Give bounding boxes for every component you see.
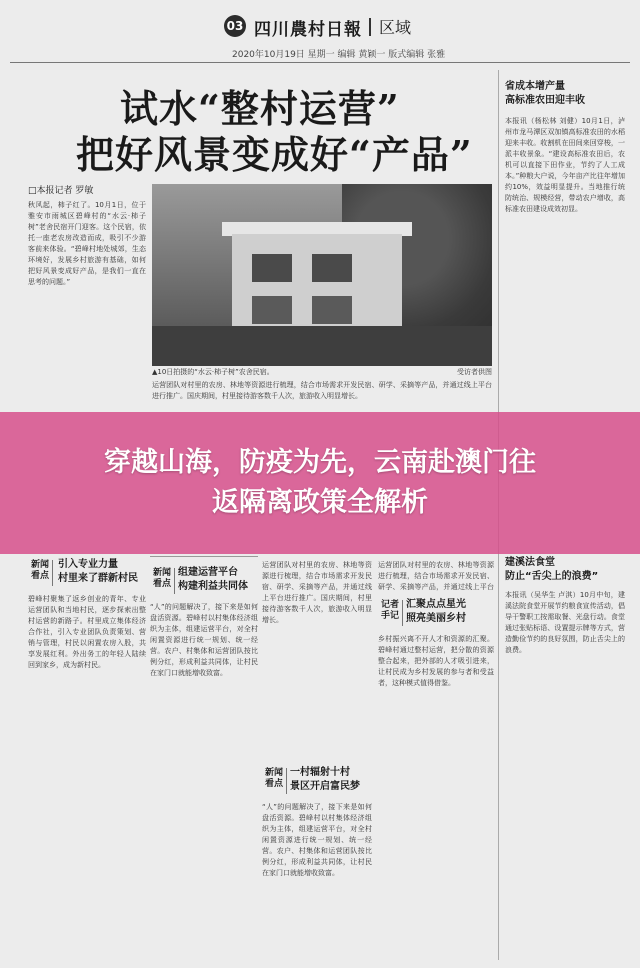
mid2-column-text: “人”的问题解决了，接下来是如何盘活资源。碧峰村以村集体经济组织为主体，组建运营平台，对全村闲置资源进行统一规划、统一经营。农户、村集体和运营团队按比例分红，形成利益共同体，让村民在家门口就能增收致富。 — [262, 803, 372, 877]
right-column-text: 乡村振兴离不开人才和资源的汇聚。碧峰村通过整村运营，把分散的资源整合起来，把外部的人才吸引进来，让村民成为乡村发展的参与者和受益者，这种模式值得借鉴。 — [378, 635, 494, 687]
photo-caption: ▲10日拍摄的“水云·柿子树”农舍民宿。 — [152, 368, 274, 376]
left-column-text: 碧峰村聚集了返乡创业的青年、专业运营团队和当地村民，逐步探索出整村运营的新路子。村里成立集体经济合作社，引入专业团队负责策划、营销与管理，村民以闲置农房入股，共享发展红利。外出务工的年轻人陆续回到家乡，成为新村民。 — [28, 595, 146, 669]
overlay-line-2: 返隔离政策全解析 — [212, 487, 428, 518]
mid2-tag: 新闻看点 — [262, 768, 287, 794]
photo-ground — [152, 326, 492, 366]
headline-overlay-banner — [0, 412, 640, 554]
sidebar-text: 本报讯（杨松林 刘健）10月1日，泸州市龙马潭区双加镇高标准农田的水稻迎来丰收。收割机在田间来回穿梭，一派丰收景象。“建设高标准农田后，农机可以直接下田作业，节约了人工成本。”种粮大户说，今年亩产比往年增加约10%，效益明显提升。当地推行统防统治、规模经营，带动农户增收，高标准农田建设成效初显。 — [505, 117, 625, 213]
masthead-divider — [369, 18, 371, 36]
sidebar2-text: 本报讯（吴华生 卢淇）10月中旬，建溪法院食堂开展节约粮食宣传活动，倡导干警职工按需取餐、光盘行动。食堂通过张贴标语、设置提示牌等方式，营造勤俭节约的良好氛围，防止舌尖上的浪费。 — [505, 591, 625, 654]
mid2-title-2: 景区开启富民梦 — [290, 781, 360, 792]
sidebar-title-2: 高标准农田迎丰收 — [505, 95, 585, 106]
headline-line-1: 试水“整村运营” — [120, 86, 400, 131]
mid-title-2: 构建利益共同体 — [178, 581, 248, 592]
photo-house — [232, 234, 402, 334]
mid-tag: 新闻看点 — [150, 568, 175, 594]
left-title-2: 村里来了群新村民 — [58, 573, 138, 584]
sidebar2-title-1: 建溪法食堂 — [505, 557, 555, 568]
photo-credit: 受访者供图 — [457, 368, 492, 376]
sidebar2-title-2: 防止“舌尖上的浪费” — [505, 571, 599, 582]
lead-column: 秋风起，柿子红了。10月1日，位于雅安市雨城区碧峰村的“水云·柿子树”老舍民宿开门迎客。这个民宿，依托一座老农房改造而成，吸引不少游客前来体验。“碧峰村地处城郊，生态环境好，发展乡村旅游有基础，如何把好风景变成好产品，是我们一直在思考的问题。” — [28, 201, 146, 286]
mid2-title-1: 一村辐射十村 — [290, 767, 350, 778]
center-column-text: 运营团队对村里的农房、林地等资源进行梳理，结合市场需求开发民宿、研学、采摘等产品，并通过线上平台进行推广。国庆期间，村里接待游客数千人次，旅游收入明显增长。 — [262, 561, 372, 624]
headline-line-2: 把好风景变成好“产品” — [76, 132, 473, 177]
mid-column-text: “人”的问题解决了，接下来是如何盘活资源。碧峰村以村集体经济组织为主体，组建运营平台，对全村闲置资源进行统一规划、统一经营。农户、村集体和运营团队按比例分红，形成利益共同体，让村民在家门口就能增收致富。 — [150, 603, 258, 677]
mid-rule — [150, 556, 258, 557]
right-title-2: 照亮美丽乡村 — [406, 613, 466, 624]
photo-caption-row — [152, 367, 492, 377]
section-name: 区域 — [379, 18, 412, 37]
article-photo — [152, 184, 492, 366]
masthead — [224, 12, 624, 40]
left-tag: 新闻看点 — [28, 560, 53, 586]
article-body-top: 运营团队对村里的农房、林地等资源进行梳理，结合市场需求开发民宿、研学、采摘等产品，并通过线上平台进行推广。国庆期间，村里接待游客数千人次，旅游收入明显增长。 — [152, 381, 492, 400]
page-number-badge: 03 — [224, 15, 246, 37]
mid-title-1: 组建运营平台 — [178, 567, 238, 578]
sidebar-title-1: 省成本增产量 — [505, 81, 565, 92]
overlay-line-1: 穿越山海，防疫为先，云南赴澳门往 — [104, 447, 536, 478]
masthead-rule — [10, 62, 630, 63]
right-tag: 记者手记 — [378, 600, 403, 626]
right-title-1: 汇聚点点星光 — [406, 599, 466, 610]
paper-name: 四川農村日報 — [254, 20, 362, 40]
issue-line: 2020年10月19日 星期一 编辑 黄颖一 版式编辑 张雅 — [232, 50, 446, 60]
byline: □本报记者 罗敏 — [28, 186, 94, 196]
left-title-1: 引入专业力量 — [58, 559, 118, 570]
right-column-top-text: 运营团队对村里的农房、林地等资源进行梳理，结合市场需求开发民宿、研学、采摘等产品，并通过线上平台 — [378, 561, 494, 591]
